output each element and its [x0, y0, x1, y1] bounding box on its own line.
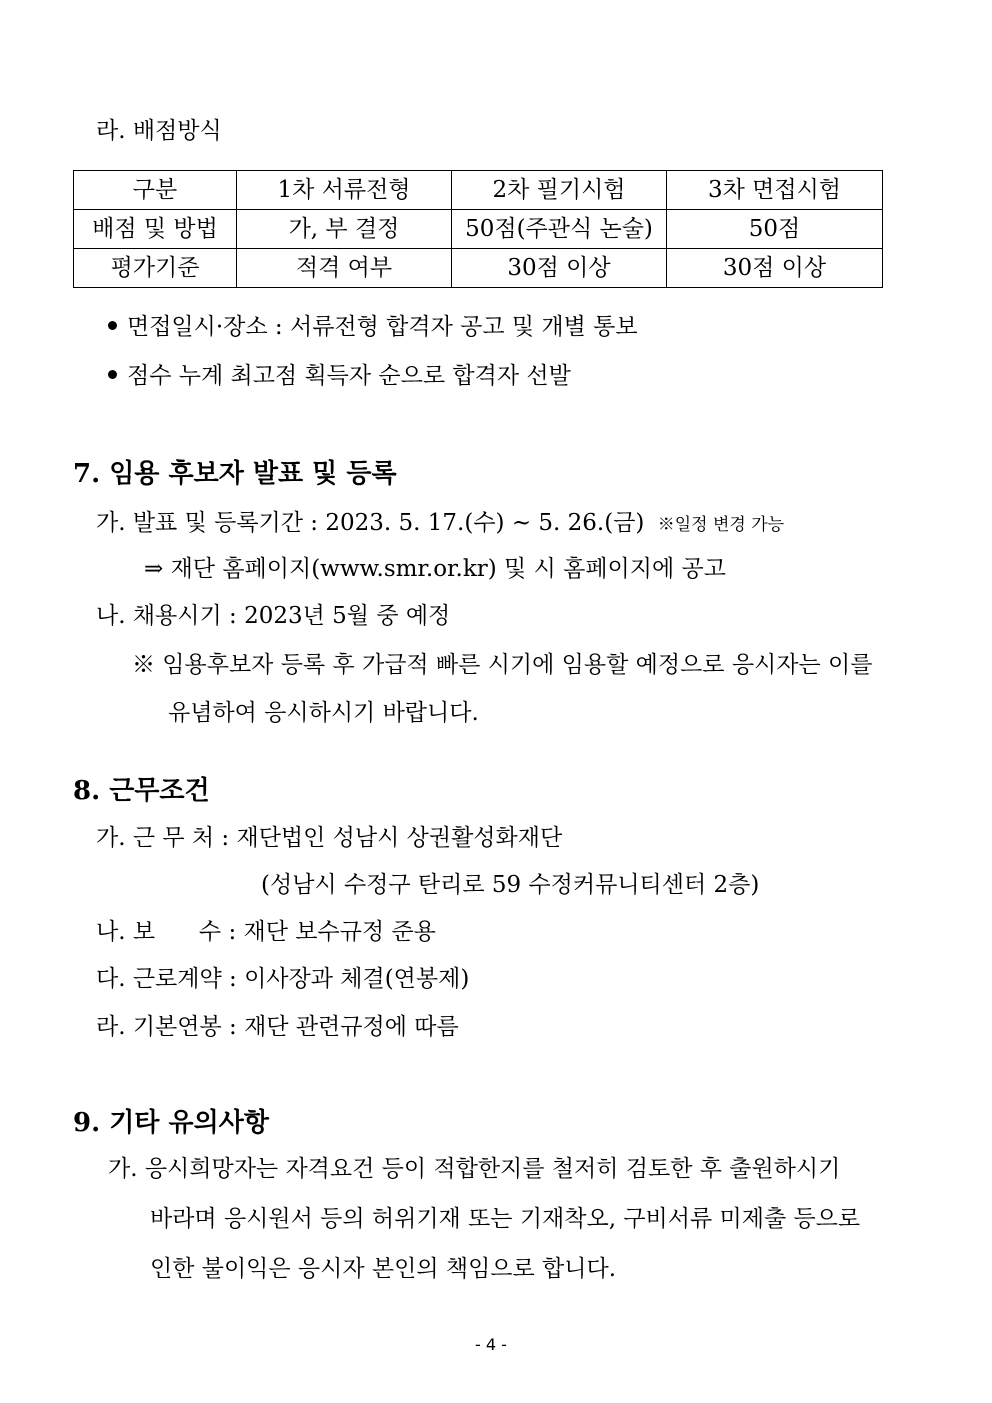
announcement-period: 가. 발표 및 등록기간 : 2023. 5. 17.(수) ~ 5. 26.(금)	[96, 510, 645, 536]
base-salary-item: 라. 기본연봉 : 재단 관련규정에 따름	[96, 1014, 459, 1040]
caution-line-1: 가. 응시희망자는 자격요건 등이 적합한지를 철저히 검토한 후 출원하시기	[108, 1156, 841, 1182]
scoring-method-title: 라. 배점방식	[96, 118, 222, 144]
table-cell: 가, 부 결정	[237, 210, 452, 249]
contract-item: 다. 근로계약 : 이사장과 체결(연봉제)	[96, 966, 470, 992]
table-header-cell: 1차 서류전형	[237, 171, 452, 210]
table-header-row	[74, 171, 883, 210]
bullet-text: 점수 누계 최고점 획득자 순으로 합격자 선발	[127, 363, 571, 389]
scoring-table	[73, 170, 883, 288]
section-7-item-ga	[96, 512, 784, 535]
table-row	[74, 210, 883, 249]
table-header-cell: 구분	[74, 171, 237, 210]
caution-line-3: 인한 불이익은 응시자 본인의 책임으로 합니다.	[150, 1256, 617, 1282]
caution-line-2: 바라며 응시원서 등의 허위기재 또는 기재착오, 구비서류 미제출 등으로	[150, 1206, 861, 1232]
bullet-text: 면접일시·장소 : 서류전형 합격자 공고 및 개별 통보	[127, 314, 638, 340]
bullet-dot-icon	[108, 321, 117, 330]
section-7-item-na: 나. 채용시기 : 2023년 5월 중 예정	[96, 603, 451, 629]
table-header-cell: 2차 필기시험	[452, 171, 667, 210]
table-cell: 50점	[667, 210, 883, 249]
table-cell: 평가기준	[74, 249, 237, 288]
section-8-heading: 8. 근무조건	[73, 776, 210, 806]
bullet-item	[108, 316, 638, 339]
section-7-heading: 7. 임용 후보자 발표 및 등록	[73, 459, 397, 489]
notice-line-2: 유념하여 응시하시기 바랍니다.	[168, 700, 479, 726]
table-cell: 50점(주관식 논술)	[452, 210, 667, 249]
schedule-change-note: ※일정 변경 가능	[657, 515, 785, 535]
notice-line-1: ※ 임용후보자 등록 후 가급적 빠른 시기에 임용할 예정으로 응시자는 이를	[132, 652, 873, 678]
workplace-item: 가. 근 무 처 : 재단법인 성남시 상권활성화재단	[96, 825, 563, 851]
table-cell: 적격 여부	[237, 249, 452, 288]
table-header-cell: 3차 면접시험	[667, 171, 883, 210]
homepage-notice: ⇒ 재단 홈페이지(www.smr.or.kr) 및 시 홈페이지에 공고	[144, 556, 726, 582]
bullet-dot-icon	[108, 370, 117, 379]
section-9-heading: 9. 기타 유의사항	[73, 1108, 269, 1138]
table-row	[74, 249, 883, 288]
bullet-item	[108, 365, 571, 388]
workplace-address: (성남시 수정구 탄리로 59 수정커뮤니티센터 2층)	[261, 872, 760, 898]
salary-item: 나. 보 수 : 재단 보수규정 준용	[96, 919, 436, 945]
page-number: - 4 -	[475, 1335, 507, 1354]
table-cell: 배점 및 방법	[74, 210, 237, 249]
table-cell: 30점 이상	[452, 249, 667, 288]
table-cell: 30점 이상	[667, 249, 883, 288]
